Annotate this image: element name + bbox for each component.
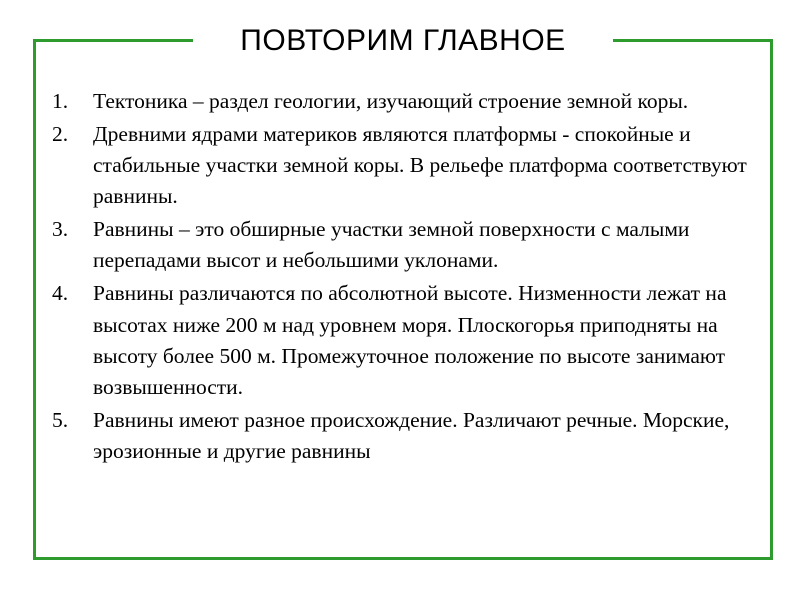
list-item xyxy=(52,278,752,403)
list-item-text: Равнины имеют разное происхождение. Различают речные. Морские, эрозионные и другие равнины xyxy=(93,407,730,464)
list-item-text: Равнины – это обширные участки земной поверхности с малыми перепадами высот и небольшими уклонами. xyxy=(93,217,690,273)
list-item-text: Равнины различаются по абсолютной высоте. Низменности лежат на высотах ниже 200 м над уровнем моря. Плоскогорья приподняты на высоту более 500 м. Промежуточное положение по высоте занимают возвышенности. xyxy=(93,281,727,400)
list-item-number: 5. xyxy=(52,407,69,432)
list-item-text: Тектоника – раздел геологии, изучающий строение земной коры. xyxy=(93,89,689,113)
list-item-number: 2. xyxy=(52,121,69,146)
list-item-number: 1. xyxy=(52,89,69,113)
slide-title: ПОВТОРИМ ГЛАВНОЕ xyxy=(193,22,613,60)
list-item xyxy=(52,86,752,117)
list-item-number: 3. xyxy=(52,217,69,242)
list-item-number: 4. xyxy=(52,281,69,306)
summary-list xyxy=(52,86,752,469)
list-item-text: Древними ядрами материков являются платформы - спокойные и стабильные участки земной коры. В рельефе платформа соответствуют равнины. xyxy=(93,121,747,209)
list-item xyxy=(52,119,752,213)
list-item xyxy=(52,214,752,277)
list-item xyxy=(52,405,752,468)
